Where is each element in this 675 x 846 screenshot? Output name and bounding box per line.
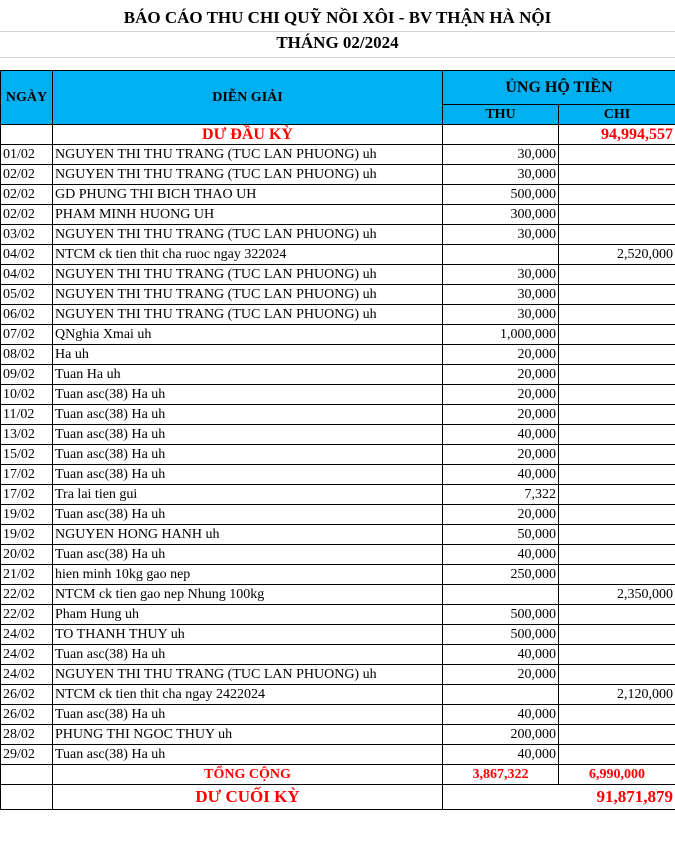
row-description: hien minh 10kg gao nep xyxy=(53,565,443,585)
row-income: 500,000 xyxy=(443,625,559,645)
table-row xyxy=(1,445,675,465)
table-row xyxy=(1,325,675,345)
closing-balance-row xyxy=(1,785,675,810)
opening-balance-label: DƯ ĐẦU KỲ xyxy=(53,125,443,145)
header-support: ỦNG HỘ TIỀN xyxy=(443,71,675,105)
row-description: Tuan asc(38) Ha uh xyxy=(53,425,443,445)
row-expense xyxy=(559,465,675,485)
row-income: 500,000 xyxy=(443,605,559,625)
row-income: 20,000 xyxy=(443,365,559,385)
row-date: 17/02 xyxy=(1,485,53,505)
row-income: 40,000 xyxy=(443,545,559,565)
row-description: Tuan asc(38) Ha uh xyxy=(53,445,443,465)
row-date: 09/02 xyxy=(1,365,53,385)
row-date: 19/02 xyxy=(1,505,53,525)
row-expense xyxy=(559,565,675,585)
table-row xyxy=(1,225,675,245)
row-description: NGUYEN THI THU TRANG (TUC LAN PHUONG) uh xyxy=(53,285,443,305)
table-row xyxy=(1,205,675,225)
row-income: 30,000 xyxy=(443,285,559,305)
row-income: 30,000 xyxy=(443,265,559,285)
row-description: Tuan Ha uh xyxy=(53,365,443,385)
row-description: Ha uh xyxy=(53,345,443,365)
row-description: NGUYEN THI THU TRANG (TUC LAN PHUONG) uh xyxy=(53,305,443,325)
row-income xyxy=(443,245,559,265)
row-expense xyxy=(559,285,675,305)
table-row xyxy=(1,345,675,365)
row-date: 04/02 xyxy=(1,265,53,285)
row-income: 30,000 xyxy=(443,165,559,185)
total-row xyxy=(1,765,675,785)
row-date: 13/02 xyxy=(1,425,53,445)
row-description: Tuan asc(38) Ha uh xyxy=(53,545,443,565)
row-date: 24/02 xyxy=(1,665,53,685)
row-date: 04/02 xyxy=(1,245,53,265)
table-row xyxy=(1,565,675,585)
row-description: Pham Hung uh xyxy=(53,605,443,625)
row-expense xyxy=(559,645,675,665)
row-income: 30,000 xyxy=(443,225,559,245)
row-income: 250,000 xyxy=(443,565,559,585)
table-row xyxy=(1,425,675,445)
row-description: NGUYEN THI THU TRANG (TUC LAN PHUONG) uh xyxy=(53,165,443,185)
table-row xyxy=(1,725,675,745)
row-date: 19/02 xyxy=(1,525,53,545)
row-date: 08/02 xyxy=(1,345,53,365)
row-date: 01/02 xyxy=(1,145,53,165)
row-expense xyxy=(559,205,675,225)
row-description: Tuan asc(38) Ha uh xyxy=(53,645,443,665)
row-expense xyxy=(559,185,675,205)
row-income: 40,000 xyxy=(443,745,559,765)
row-description: TO THANH THUY uh xyxy=(53,625,443,645)
row-income: 20,000 xyxy=(443,345,559,365)
table-row xyxy=(1,285,675,305)
row-date: 06/02 xyxy=(1,305,53,325)
row-expense xyxy=(559,325,675,345)
row-description: Tuan asc(38) Ha uh xyxy=(53,745,443,765)
table-row xyxy=(1,485,675,505)
row-expense xyxy=(559,305,675,325)
row-income: 50,000 xyxy=(443,525,559,545)
row-expense xyxy=(559,545,675,565)
table-row xyxy=(1,525,675,545)
row-income: 40,000 xyxy=(443,705,559,725)
row-expense xyxy=(559,725,675,745)
row-expense xyxy=(559,605,675,625)
header-date: NGÀY xyxy=(1,71,53,125)
grid-line xyxy=(0,31,675,32)
row-date: 07/02 xyxy=(1,325,53,345)
row-income: 1,000,000 xyxy=(443,325,559,345)
row-date: 28/02 xyxy=(1,725,53,745)
row-date: 21/02 xyxy=(1,565,53,585)
row-income: 20,000 xyxy=(443,445,559,465)
table-row xyxy=(1,665,675,685)
header-income: THU xyxy=(443,105,559,125)
opening-balance-amount: 94,994,557 xyxy=(559,125,675,145)
row-date: 24/02 xyxy=(1,625,53,645)
row-description: NGUYEN THI THU TRANG (TUC LAN PHUONG) uh xyxy=(53,265,443,285)
table-row xyxy=(1,685,675,705)
row-description: NGUYEN THI THU TRANG (TUC LAN PHUONG) uh xyxy=(53,145,443,165)
row-income: 200,000 xyxy=(443,725,559,745)
row-income: 20,000 xyxy=(443,505,559,525)
row-date: 17/02 xyxy=(1,465,53,485)
row-date: 15/02 xyxy=(1,445,53,465)
table-row xyxy=(1,385,675,405)
table-row xyxy=(1,545,675,565)
table-row xyxy=(1,625,675,645)
header-expense: CHI xyxy=(559,105,675,125)
row-date: 10/02 xyxy=(1,385,53,405)
row-description: GD PHUNG THI BICH THAO UH xyxy=(53,185,443,205)
row-description: NGUYEN THI THU TRANG (TUC LAN PHUONG) uh xyxy=(53,225,443,245)
row-date: 02/02 xyxy=(1,165,53,185)
row-description: PHAM MINH HUONG UH xyxy=(53,205,443,225)
closing-balance-amount: 91,871,879 xyxy=(443,785,675,810)
table-row xyxy=(1,305,675,325)
row-expense: 2,120,000 xyxy=(559,685,675,705)
row-expense: 2,350,000 xyxy=(559,585,675,605)
row-expense xyxy=(559,265,675,285)
table-row xyxy=(1,465,675,485)
row-income: 40,000 xyxy=(443,645,559,665)
row-income: 40,000 xyxy=(443,425,559,445)
table-row xyxy=(1,185,675,205)
table-row xyxy=(1,165,675,185)
row-income: 20,000 xyxy=(443,385,559,405)
row-income: 30,000 xyxy=(443,305,559,325)
row-description: Tra lai tien gui xyxy=(53,485,443,505)
row-expense xyxy=(559,385,675,405)
row-expense: 2,520,000 xyxy=(559,245,675,265)
row-income: 500,000 xyxy=(443,185,559,205)
row-expense xyxy=(559,505,675,525)
row-income: 20,000 xyxy=(443,665,559,685)
total-income: 3,867,322 xyxy=(443,765,559,785)
row-expense xyxy=(559,225,675,245)
table-row xyxy=(1,365,675,385)
row-description: Tuan asc(38) Ha uh xyxy=(53,405,443,425)
table-row xyxy=(1,405,675,425)
row-expense xyxy=(559,485,675,505)
row-description: NGUYEN HONG HANH uh xyxy=(53,525,443,545)
row-income xyxy=(443,585,559,605)
row-date: 24/02 xyxy=(1,645,53,665)
row-date: 11/02 xyxy=(1,405,53,425)
row-date: 20/02 xyxy=(1,545,53,565)
row-expense xyxy=(559,525,675,545)
row-date: 29/02 xyxy=(1,745,53,765)
table-row xyxy=(1,745,675,765)
table-row xyxy=(1,645,675,665)
header-description: DIỄN GIẢI xyxy=(53,71,443,125)
row-income: 7,322 xyxy=(443,485,559,505)
row-description: NGUYEN THI THU TRANG (TUC LAN PHUONG) uh xyxy=(53,665,443,685)
opening-balance-row xyxy=(1,125,675,145)
total-expense: 6,990,000 xyxy=(559,765,675,785)
row-expense xyxy=(559,405,675,425)
row-expense xyxy=(559,145,675,165)
row-expense xyxy=(559,345,675,365)
ledger-table xyxy=(0,70,675,810)
row-date: 22/02 xyxy=(1,605,53,625)
table-row xyxy=(1,585,675,605)
table-row xyxy=(1,265,675,285)
row-description: Tuan asc(38) Ha uh xyxy=(53,465,443,485)
row-date: 22/02 xyxy=(1,585,53,605)
row-expense xyxy=(559,665,675,685)
row-income: 300,000 xyxy=(443,205,559,225)
total-label: TỔNG CỘNG xyxy=(53,765,443,785)
row-description: PHUNG THI NGOC THUY uh xyxy=(53,725,443,745)
row-description: NTCM ck tien thit cha ruoc ngay 322024 xyxy=(53,245,443,265)
report-title: BÁO CÁO THU CHI QUỸ NỒI XÔI - BV THẬN HÀ NỘI xyxy=(123,8,552,27)
row-income: 40,000 xyxy=(443,465,559,485)
closing-balance-label: DƯ CUỐI KỲ xyxy=(53,785,443,810)
row-description: NTCM ck tien gao nep Nhung 100kg xyxy=(53,585,443,605)
table-row xyxy=(1,605,675,625)
row-expense xyxy=(559,165,675,185)
row-expense xyxy=(559,445,675,465)
row-date: 02/02 xyxy=(1,185,53,205)
report-subtitle: THÁNG 02/2024 xyxy=(276,33,399,52)
table-row xyxy=(1,245,675,265)
row-income: 20,000 xyxy=(443,405,559,425)
row-date: 26/02 xyxy=(1,705,53,725)
row-income: 30,000 xyxy=(443,145,559,165)
table-row xyxy=(1,705,675,725)
row-expense xyxy=(559,745,675,765)
row-expense xyxy=(559,425,675,445)
row-description: Tuan asc(38) Ha uh xyxy=(53,505,443,525)
row-expense xyxy=(559,705,675,725)
row-date: 05/02 xyxy=(1,285,53,305)
grid-line xyxy=(0,57,675,58)
row-description: Tuan asc(38) Ha uh xyxy=(53,705,443,725)
row-date: 03/02 xyxy=(1,225,53,245)
row-date: 02/02 xyxy=(1,205,53,225)
row-expense xyxy=(559,365,675,385)
row-description: QNghia Xmai uh xyxy=(53,325,443,345)
row-income xyxy=(443,685,559,705)
table-row xyxy=(1,505,675,525)
row-description: NTCM ck tien thit cha ngay 2422024 xyxy=(53,685,443,705)
table-row xyxy=(1,145,675,165)
row-date: 26/02 xyxy=(1,685,53,705)
row-expense xyxy=(559,625,675,645)
row-description: Tuan asc(38) Ha uh xyxy=(53,385,443,405)
